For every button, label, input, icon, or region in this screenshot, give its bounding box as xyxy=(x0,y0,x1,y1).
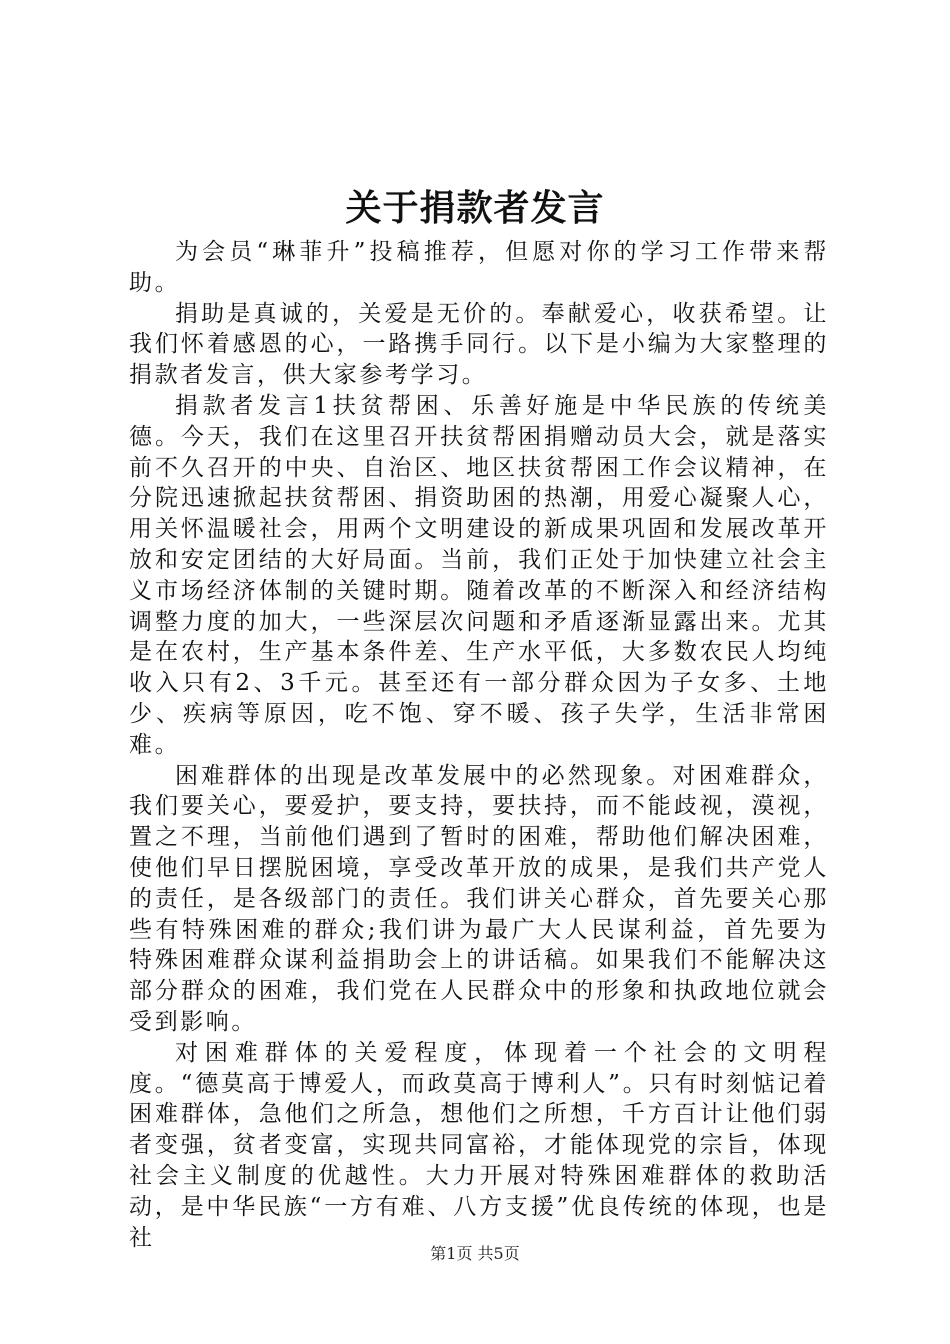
paragraph-speech-1: 捐款者发言1扶贫帮困、乐善好施是中华民族的传统美德。今天，我们在这里召开扶贫帮困捐赠动员大会，就是落实前不久召开的中央、自治区、地区扶贫帮困工作会议精神，在分院迅速掀起扶贫帮困、捐资助困的热潮，用爱心凝聚人心，用关怀温暖社会，用两个文明建设的新成果巩固和发展改革开放和安定团结的大好局面。当前，我们正处于加快建立社会主义市场经济体制的关键时期。随着改革的不断深入和经济结构调整力度的加大，一些深层次问题和矛盾逐渐显露出来。尤其是在农村，生产基本条件差、生产水平低，大多数农民人均纯收入只有2、3千元。甚至还有一部分群众因为子女多、土地少、疾病等原因，吃不饱、穿不暖、孩子失学，生活非常困难。 xyxy=(129,392,829,758)
document-title: 关于捐款者发言 xyxy=(345,187,605,229)
page-number-footer: 第1页 共5页 xyxy=(430,1244,520,1263)
paragraph-preface: 捐助是真诚的，关爱是无价的。奉献爱心，收获希望。让我们怀着感恩的心，一路携手同行。以下是小编为大家整理的捐款者发言，供大家参考学习。 xyxy=(129,300,829,389)
paragraph-difficult-groups: 困难群体的出现是改革发展中的必然现象。对困难群众，我们要关心，要爱护，要支持，要扶持，而不能歧视，漠视，置之不理，当前他们遇到了暂时的困难，帮助他们解决困难，使他们早日摆脱困境，享受改革开放的成果，是我们共产党人的责任，是各级部门的责任。我们讲关心群众，首先要关心那些有特殊困难的群众;我们讲为最广大人民谋利益，首先要为特殊困难群众谋利益捐助会上的讲话稿。如果我们不能解决这部分群众的困难，我们党在人民群众中的形象和执政地位就会受到影响。 xyxy=(129,762,829,1035)
paragraph-intro: 为会员“琳菲升”投稿推荐，但愿对你的学习工作带来帮助。 xyxy=(129,239,829,296)
document-body xyxy=(129,237,829,1253)
paragraph-care-level: 对困难群体的关爱程度，体现着一个社会的文明程度。“德莫高于博爱人，而政莫高于博利人”。只有时刻惦记着困难群体，急他们之所急，想他们之所想，千方百计让他们弱者变强，贫者变富，实现共同富裕，才能体现党的宗旨，体现社会主义制度的优越性。大力开展对特殊困难群体的救助活动，是中华民族“一方有难、八方支援”优良传统的体现，也是社 xyxy=(129,1039,829,1251)
